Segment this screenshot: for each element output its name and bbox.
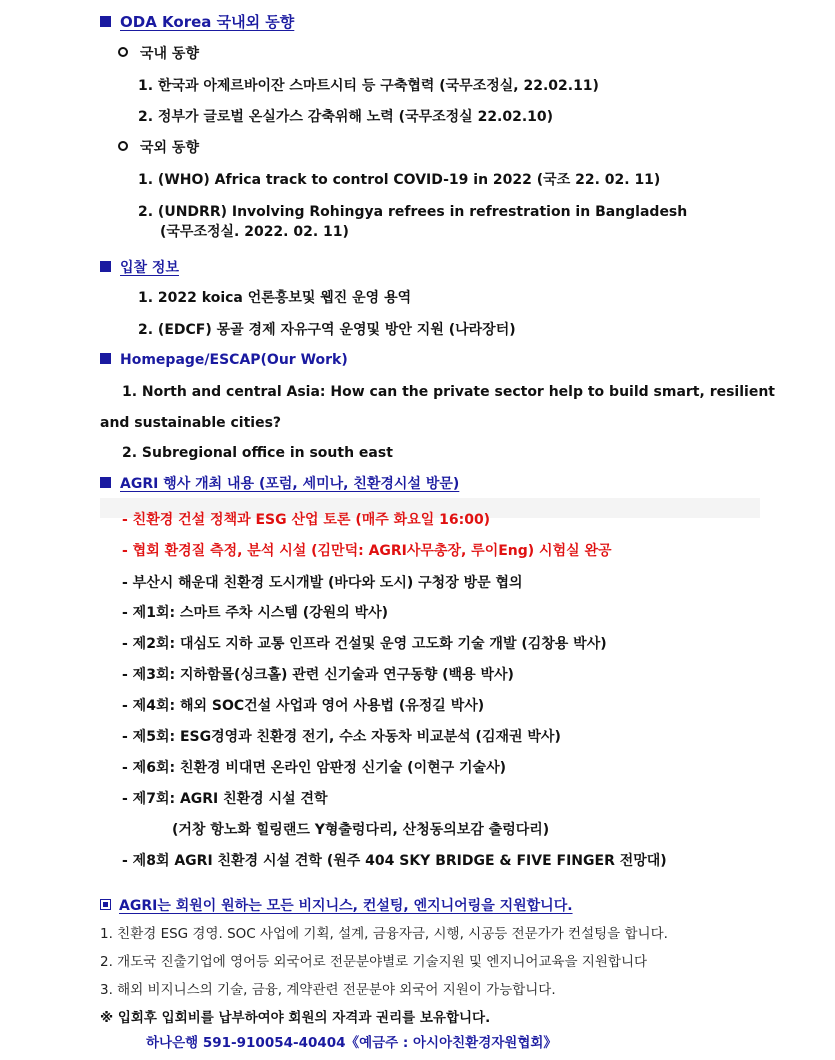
domestic-item: 2. 정부가 글로벌 온실가스 감축위해 노력 (국무조정실 22.02.10)	[138, 109, 554, 125]
support-item: 1. 친환경 ESG 경영. SOC 사업에 기획, 설계, 금융자금, 시행, 시공등 전문가가 컨설팅을 합니다.	[100, 926, 668, 942]
bid-section-header	[100, 258, 179, 278]
bid-item: 2. (EDCF) 몽골 경제 자유구역 운영및 방안 지원 (나라장터)	[138, 322, 516, 338]
circle-bullet-icon	[118, 47, 128, 57]
agri-section-title: AGRI 행사 개최 내용 (포럼, 세미나, 친환경시설 방문)	[120, 476, 460, 492]
agri-item: - 제8회 AGRI 친환경 시설 견학 (원주 404 SKY BRIDGE & FIVE FINGER 전망대)	[122, 853, 667, 869]
agri-section-header	[100, 474, 459, 494]
agri-highlight-item: - 친환경 건설 정책과 ESG 산업 토론 (매주 화요일 16:00)	[122, 512, 491, 528]
agri-item: - 제5회: ESG경영과 친환경 전기, 수소 자동차 비교분석 (김재권 박사)	[122, 729, 561, 745]
square-bullet-icon	[100, 16, 111, 27]
support-section-header	[100, 896, 573, 916]
boxed-square-icon	[100, 899, 111, 910]
escap-item: 1. North and central Asia: How can the private sector help to build smart, resilient	[122, 384, 775, 400]
foreign-subheader	[118, 138, 199, 158]
bank-account: 하나은행 591-910054-40404《예금주 : 아시아친환경자원협회》	[146, 1035, 557, 1051]
escap-section-title: Homepage/ESCAP(Our Work)	[120, 352, 348, 368]
agri-item: - 제3회: 지하함몰(싱크홀) 관련 신기술과 연구동향 (백용 박사)	[122, 667, 514, 683]
agri-item: - 제6회: 친환경 비대면 온라인 암판정 신기술 (이현구 기술사)	[122, 760, 506, 776]
bid-item: 1. 2022 koica 언론홍보및 웹진 운영 용역	[138, 290, 412, 306]
domestic-label: 국내 동향	[140, 46, 199, 62]
agri-item: - 제2회: 대심도 지하 교통 인프라 건설및 운영 고도화 기술 개발 (김창용 박사)	[122, 636, 607, 652]
support-section-title: AGRI는 회원이 원하는 모든 비지니스, 컨설팅, 엔지니어링을 지원합니다.	[119, 898, 573, 914]
circle-bullet-icon	[118, 141, 128, 151]
agri-item: - 제4회: 해외 SOC건설 사업과 영어 사용법 (유정길 박사)	[122, 698, 485, 714]
membership-note: ※ 입회후 입회비를 납부하여야 회원의 자격과 권리를 보유합니다.	[100, 1010, 491, 1026]
escap-section-header	[100, 350, 348, 370]
oda-section-title: ODA Korea 국내외 동향	[120, 13, 295, 31]
escap-item: 2. Subregional office in south east	[122, 445, 393, 461]
square-bullet-icon	[100, 261, 111, 272]
agri-item: - 제1회: 스마트 주차 시스템 (강원의 박사)	[122, 605, 389, 621]
square-bullet-icon	[100, 353, 111, 364]
square-bullet-icon	[100, 477, 111, 488]
oda-section-header	[100, 12, 294, 32]
domestic-item: 1. 한국과 아제르바이잔 스마트시티 등 구축협력 (국무조정실, 22.02.11)	[138, 78, 599, 94]
foreign-item: 2. (UNDRR) Involving Rohingya refrees in refrestration in Bangladesh	[138, 204, 688, 220]
support-item: 3. 해외 비지니스의 기술, 금융, 계약관련 전문분야 외국어 지원이 가능합니다.	[100, 982, 556, 998]
escap-item-continuation: and sustainable cities?	[100, 415, 282, 431]
domestic-subheader	[118, 44, 199, 64]
support-item: 2. 개도국 진출기업에 영어등 외국어로 전문분야별로 기술지원 및 엔지니어교육을 지원합니다	[100, 954, 648, 970]
foreign-item: 1. (WHO) Africa track to control COVID-19 in 2022 (국조 22. 02. 11)	[138, 172, 661, 188]
agri-item: - 부산시 해운대 친환경 도시개발 (바다와 도시) 구청장 방문 협의	[122, 575, 523, 591]
foreign-label: 국외 동향	[140, 140, 199, 156]
agri-highlight-item: - 협회 환경질 측정, 분석 시설 (김만덕: AGRI사무총장, 루이Eng) 시험실 완공	[122, 543, 612, 559]
bid-section-title: 입찰 정보	[120, 260, 179, 276]
agri-item-continuation: (거창 항노화 힐링랜드 Y형출렁다리, 산청동의보감 출렁다리)	[172, 822, 550, 838]
foreign-item-continuation: (국무조정실. 2022. 02. 11)	[160, 224, 349, 240]
agri-item: - 제7회: AGRI 친환경 시설 견학	[122, 791, 328, 807]
